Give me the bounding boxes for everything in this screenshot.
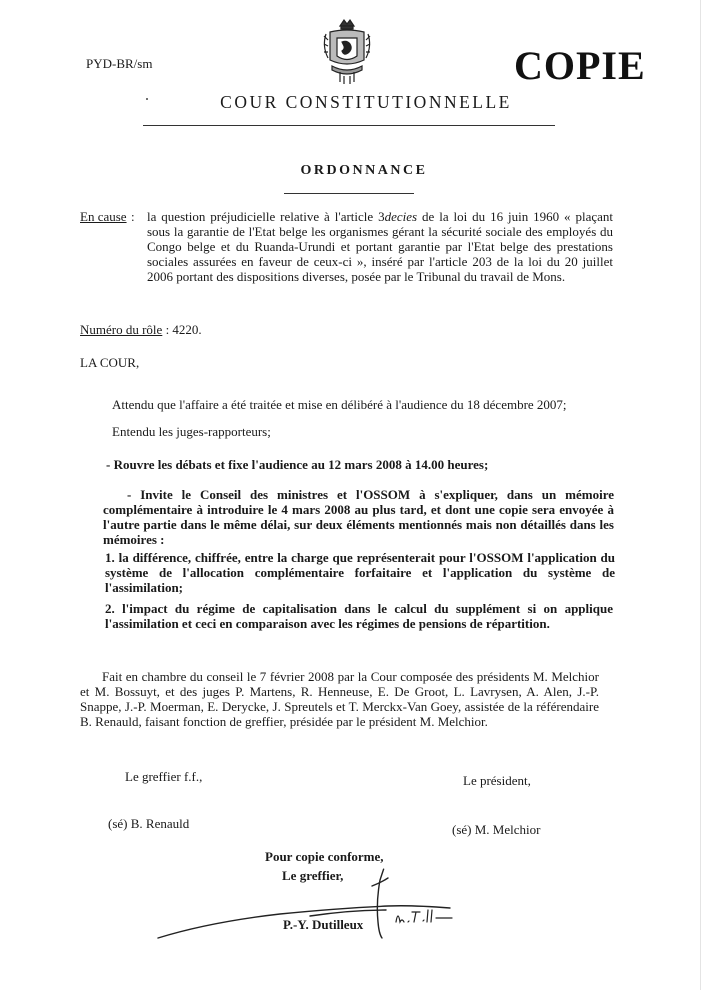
role-label: Numéro du rôle [80,322,163,337]
role-value: : 4220. [162,322,202,337]
entendu-paragraph: Entendu les juges-rapporteurs; [112,424,271,439]
reference-code: PYD-BR/sm [86,56,153,71]
greffier-signed: (sé) B. Renauld [108,816,190,831]
court-name: COUR CONSTITUTIONNELLE [220,92,512,112]
invite-paragraph: - Invite le Conseil des ministres et l'OSSOM à s'expliquer, dans un mémoire complémentaire à introduire le 4 mars 2008 au plus tard, et dont une copie sera envoyée à l'autre partie dans le même délai, sur deux éléments mentionnés mais non détaillés dans les mémoires : [103,487,614,547]
en-cause-part2: de la loi du 16 juin 1960 « plaçant sous la garantie de l'Etat belge les organismes gérant la sécurité sociale des employés du Congo belge et du Ruanda-Urundi et portant garantie par l'Etat belge des prestations sociales assurées en faveur de ceux-ci », inséré par l'article 203 de la loi du 20 juillet 2006 portant des dispositions diverses, posée par le Tribunal du travail de Mons. [147,209,614,284]
copie-stamp: COPIE [514,43,646,88]
pour-copie-conforme: Pour copie conforme, [265,849,384,864]
le-greffier-label: Le greffier, [282,868,344,883]
la-cour: LA COUR, [80,355,140,370]
certifier-name: P.-Y. Dutilleux [283,917,364,932]
en-cause-part1: la question préjudicielle relative à l'article 3 [147,209,385,224]
president-label: Le président, [463,773,531,788]
document-title: ORDONNANCE [300,163,428,178]
item-2: 2. l'impact du régime de capitalisation dans le calcul du supplément si on applique l'assimilation et ceci en comparaison avec les régimes de pensions de répartition. [105,601,613,631]
en-cause-decies: decies [384,209,418,224]
president-signed: (sé) M. Melchior [452,822,541,837]
handwritten-signature-icon [150,852,470,942]
title-rule [284,193,414,194]
en-cause-text [147,209,613,284]
scan-edge [700,0,701,990]
attendu-paragraph: Attendu que l'affaire a été traitée et mise en délibéré à l'audience du 18 décembre 2007; [112,397,567,412]
header-rule [143,125,555,126]
en-cause-colon: : [131,209,135,224]
item-1: 1. la différence, chiffrée, entre la charge que représenterait pour l'OSSOM l'application du système de l'allocation complémentaire forfaitaire et l'application du système de l'assimilation; [105,550,615,595]
en-cause-label: En cause [80,209,127,224]
rouvre-paragraph: - Rouvre les débats et fixe l'audience au 12 mars 2008 à 14.00 heures; [106,457,489,472]
handwritten-note-icon [394,906,454,926]
fait-paragraph: Fait en chambre du conseil le 7 février 2008 par la Cour composée des présidents M. Melchior et M. Bossuyt, et des juges P. Martens, R. Henneuse, E. De Groot, L. Lavrysen, A. Alen, J.-P. Snappe, J.-P. Moerman, E. Derycke, J. Spreutels et T. Merckx-Van Goey, assistée de la référendaire B. Renauld, faisant fonction de greffier, présidée par le président M. Melchior. [80,669,599,729]
belgian-coat-of-arms-icon [318,16,376,88]
role-number [80,322,202,338]
greffier-ff-label: Le greffier f.f., [125,769,203,784]
